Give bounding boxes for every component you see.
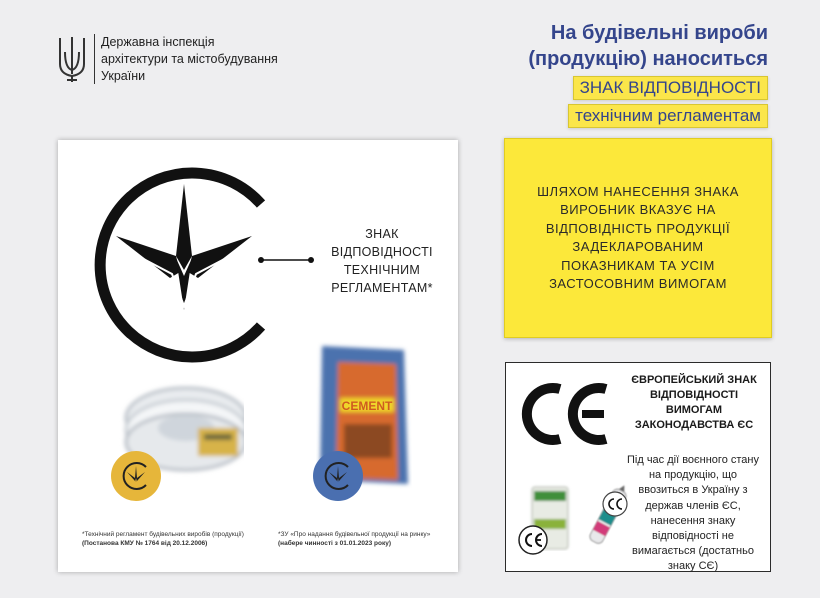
ce-mark-icon bbox=[520, 381, 612, 447]
martial-law-note bbox=[618, 453, 768, 575]
note-line-7: вимагається (достатньо bbox=[632, 545, 754, 558]
ukrainian-conformity-mark-icon bbox=[76, 160, 286, 370]
mark-label-line-2: ВІДПОВІДНОСТІ bbox=[331, 245, 433, 259]
org-name-line-1: Державна інспекція bbox=[101, 35, 215, 49]
conformity-mark-label bbox=[322, 225, 442, 297]
note-line-1: Під час дії воєнного стану bbox=[627, 454, 759, 466]
conformity-badge-gold-icon bbox=[110, 450, 162, 502]
statement-line-4: ЗАДЕКЛАРОВАНИМ bbox=[572, 239, 704, 254]
footnote-left bbox=[82, 530, 272, 548]
note-line-5: нанесення знаку bbox=[650, 514, 736, 527]
conformity-mark-card bbox=[58, 140, 458, 572]
note-line-3: ввозиться в Україну з bbox=[638, 484, 748, 497]
manufacturer-statement-panel bbox=[504, 138, 772, 338]
headline-tag-regulations: технічним регламентам bbox=[568, 104, 768, 128]
note-line-6: відповідності не bbox=[652, 530, 734, 543]
mark-label-line-3: ТЕХНІЧНИМ bbox=[343, 263, 421, 277]
statement-line-5: ПОКАЗНИКАМ ТА УСІМ bbox=[561, 257, 715, 273]
eu-title-line-2: ВІДПОВІДНОСТІ bbox=[649, 389, 739, 401]
headline bbox=[528, 20, 768, 128]
pointer-line bbox=[256, 254, 316, 266]
statement-line-3: ВІДПОВІДНІСТЬ ПРОДУКЦІЇ bbox=[545, 220, 731, 236]
ce-badge-icon bbox=[518, 525, 548, 555]
mark-label-line-1: ЗНАК bbox=[365, 227, 399, 241]
eu-title-line-4: ЗАКОНОДАВСТВА ЄС bbox=[634, 419, 754, 431]
eu-conformity-panel bbox=[505, 362, 771, 572]
note-line-4: держав членів ЄС, bbox=[645, 499, 741, 512]
statement-line-2: ВИРОБНИК ВКАЗУЄ НА bbox=[560, 202, 716, 217]
footnote-right-line-1: *ЗУ «Про надання будівельної продукції на ринку» bbox=[278, 531, 431, 538]
manufacturer-statement bbox=[537, 183, 739, 294]
eu-title-line-3: ВИМОГАМ bbox=[665, 404, 723, 416]
footnote-right-line-2: (набере чинності з 01.01.2023 року) bbox=[278, 540, 391, 547]
note-line-2: на продукцію, що bbox=[648, 469, 738, 482]
org-divider bbox=[94, 34, 95, 84]
eu-mark-title bbox=[624, 373, 764, 433]
statement-line-1: ШЛЯХОМ НАНЕСЕННЯ ЗНАКА bbox=[537, 183, 739, 199]
org-name-line-2: архітектури та містобудування bbox=[101, 52, 278, 66]
eu-title-line-1: ЄВРОПЕЙСЬКИЙ ЗНАК bbox=[631, 374, 757, 386]
conformity-badge-blue-icon bbox=[312, 450, 364, 502]
headline-line-2: (продукцію) наноситься bbox=[528, 48, 768, 70]
footnote-left-line-2: (Постанова КМУ № 1764 від 20.12.2006) bbox=[82, 540, 208, 547]
mark-label-line-4: РЕГЛАМЕНТАМ* bbox=[331, 281, 433, 295]
org-name bbox=[101, 34, 278, 85]
footnote-left-line-1: *Технічний регламент будівельних виробів (продукції) bbox=[82, 531, 244, 538]
cement-brand-label: CEMENT bbox=[341, 399, 393, 413]
note-line-8: знаку CЄ) bbox=[667, 560, 719, 573]
headline-line-1: На будівельні вироби bbox=[550, 22, 768, 44]
headline-tag-mark: ЗНАК ВІДПОВІДНОСТІ bbox=[573, 76, 768, 100]
organization-header bbox=[56, 34, 278, 85]
footnote-right bbox=[278, 530, 456, 548]
org-name-line-3: України bbox=[101, 69, 146, 83]
trident-icon bbox=[56, 34, 88, 84]
statement-line-6: ЗАСТОСОВНИМ ВИМОГАМ bbox=[549, 276, 727, 291]
